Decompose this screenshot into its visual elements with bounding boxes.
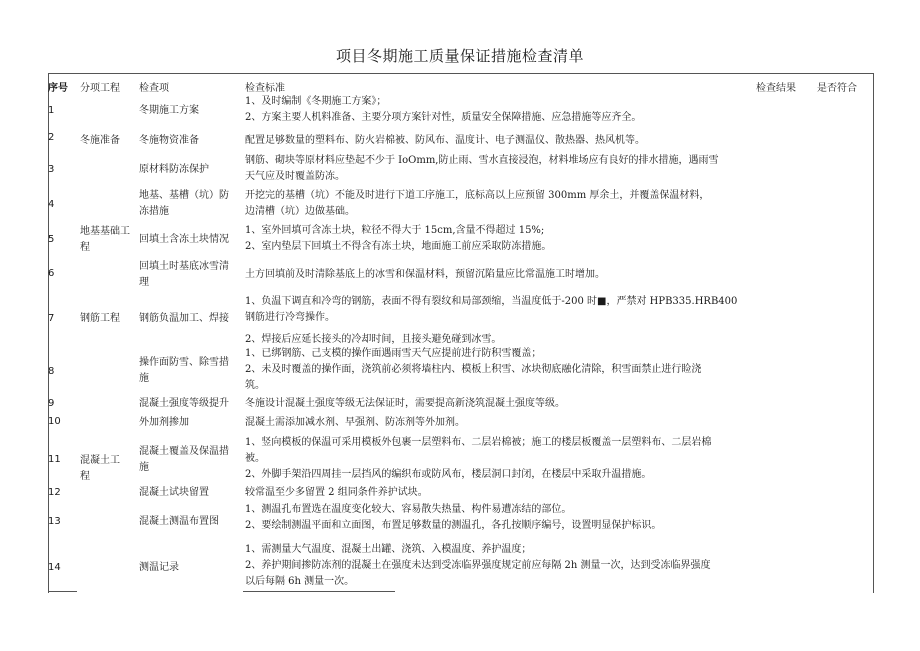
row-standard: 1、负温下调直和冷弯的钢筋，表面不得有裂纹和局部颈缩，当温度低于-200 时■，严禁对 HPB335.HRB400 钢筋进行冷弯操作。 2、焊接后应延长接头的冷却时间，且接头避免碰到冰雪。 xyxy=(245,296,738,345)
row-num: 13 xyxy=(48,516,61,527)
table-bottom-rule xyxy=(48,591,77,592)
category-concrete: 混凝土工 程 xyxy=(80,455,120,482)
row-num: 4 xyxy=(48,199,55,210)
row-standard: 1、已绑钢筋、己支模的操作面遇雨雪天气应提前进行防积雪覆盖； 2、未及时覆盖的操作面，浇筑前必须将墙柱内、模板上积雪、冰块彻底融化清除，积雪面禁止进行睑浇 筑。 xyxy=(245,348,702,391)
row-item: 操作面防雪、除雪措 施 xyxy=(139,357,229,384)
row-standard: 1、及时编制《冬期施工方案》； 2、方案主要人机料准备、主要分项方案针对性，质量安全保障措施、应急措施等应齐全。 xyxy=(245,96,642,123)
row-standard: 较常温至少多留置 2 组同条件养护试块。 xyxy=(245,487,428,498)
table-bottom-rule-2 xyxy=(243,591,395,592)
header-conform: 是否符合 xyxy=(817,83,857,94)
header-result: 检查结果 xyxy=(756,83,796,94)
row-standard: 1、需测量大气温度、混凝土出罐、浇筑、入模温度、养护温度； 2、养护期间掺防冻剂的混凝土在强度未达到受冻临界强度规定前应每隔 2h 测量一次，达到受冻临界强度 以后每隔 6h 测量一次。 xyxy=(245,544,711,587)
row-num: 2 xyxy=(48,132,55,143)
row-item: 混凝土试块留置 xyxy=(139,487,209,498)
row-standard: 混凝土需添加减水剂、早强剂、防冻剂等外加剂。 xyxy=(245,417,465,428)
row-standard: 配置足够数量的塑料布、防火岩棉被、防风布、温度计、电子测温仪、散热器、热风机等。 xyxy=(245,135,645,146)
row-standard: 1、竖向模板的保温可采用模板外包裹一层塑料布、二层岩棉被；施工的楼层板覆盖一层塑料布、二层岩棉 被。 2、外脚手架沿四周挂一层挡风的编织布或防风布，楼层洞口封闭，在楼层中采取升温措施。 xyxy=(245,437,712,480)
row-standard: 1、测温孔布置选在温度变化较大、容易散失热量、构件易遭冻结的部位。 2、要绘制测温平面和立面图，布置足够数量的测温孔，各孔按顺序编号，设置明显保护标识。 xyxy=(245,504,662,531)
row-num: 10 xyxy=(48,416,61,427)
page-title: 项目冬期施工质量保证措施检查清单 xyxy=(335,47,584,65)
header-seq: 序号 xyxy=(48,83,68,94)
row-num: 12 xyxy=(48,487,61,498)
row-num: 7 xyxy=(48,313,55,324)
row-item: 混凝土覆盖及保温措 施 xyxy=(139,446,229,473)
row-num: 1 xyxy=(48,105,55,116)
row-standard: 冬施设计混凝土强度等级无法保证时，需要提高新浇筑混凝土强度等级。 xyxy=(245,398,565,409)
row-item: 回填土含冻土块情况 xyxy=(139,234,229,245)
row-num: 6 xyxy=(48,268,55,279)
row-num: 5 xyxy=(48,234,55,245)
row-num: 3 xyxy=(48,164,55,175)
row-standard: 土方回填前及时清除基底上的冰雪和保温材料，预留沉陷量应比常温施工时增加。 xyxy=(245,269,605,280)
row-standard: 开挖完的基槽（坑）不能及时进行下道工序施工，底标高以上应预留 300mm 厚余土，并覆盖保温材料， 边清槽（坑）边做基础。 xyxy=(245,190,710,217)
row-item: 钢筋负温加工、焊接 xyxy=(139,313,229,324)
row-item: 外加剂掺加 xyxy=(139,417,189,428)
row-num: 9 xyxy=(48,398,55,409)
row-item: 冬施物资准备 xyxy=(139,135,199,146)
header-standard: 检查标准 xyxy=(245,83,285,94)
row-num: 11 xyxy=(48,454,61,465)
row-standard: 钢筋、砌块等原材料应垫起不少于 IoOmm,防止雨、雪水直接浸泡，材料堆场应有良好的排水措施，遇雨雪 天气应及时覆盖防冻。 xyxy=(245,155,719,182)
row-item: 混凝土测温布置图 xyxy=(139,516,219,527)
row-item: 冬期施工方案 xyxy=(139,105,199,116)
category-winter-prep: 冬施准备 xyxy=(80,135,120,146)
header-item: 检查项 xyxy=(139,83,169,94)
row-item: 地基、基槽（坑）防 冻措施 xyxy=(139,190,229,217)
row-num: 8 xyxy=(48,366,55,377)
row-item: 混凝土强度等级提升 xyxy=(139,398,229,409)
row-standard: 1、室外回填可含冻土块，粒径不得大于 15cm,含量不得超过 15%; 2、室内垫层下回填土不得含有冻土块，地面施工前应采取防冻措施。 xyxy=(245,225,552,252)
category-foundation: 地基基础工 程 xyxy=(80,226,130,253)
category-rebar: 钢筋工程 xyxy=(80,313,120,324)
row-num: 14 xyxy=(48,562,61,573)
row-item: 回填土时基底冰雪清 理 xyxy=(139,261,229,288)
row-item: 原材料防冻保护 xyxy=(139,164,209,175)
header-category: 分项工程 xyxy=(80,83,120,94)
row-item: 测温记录 xyxy=(139,562,179,573)
